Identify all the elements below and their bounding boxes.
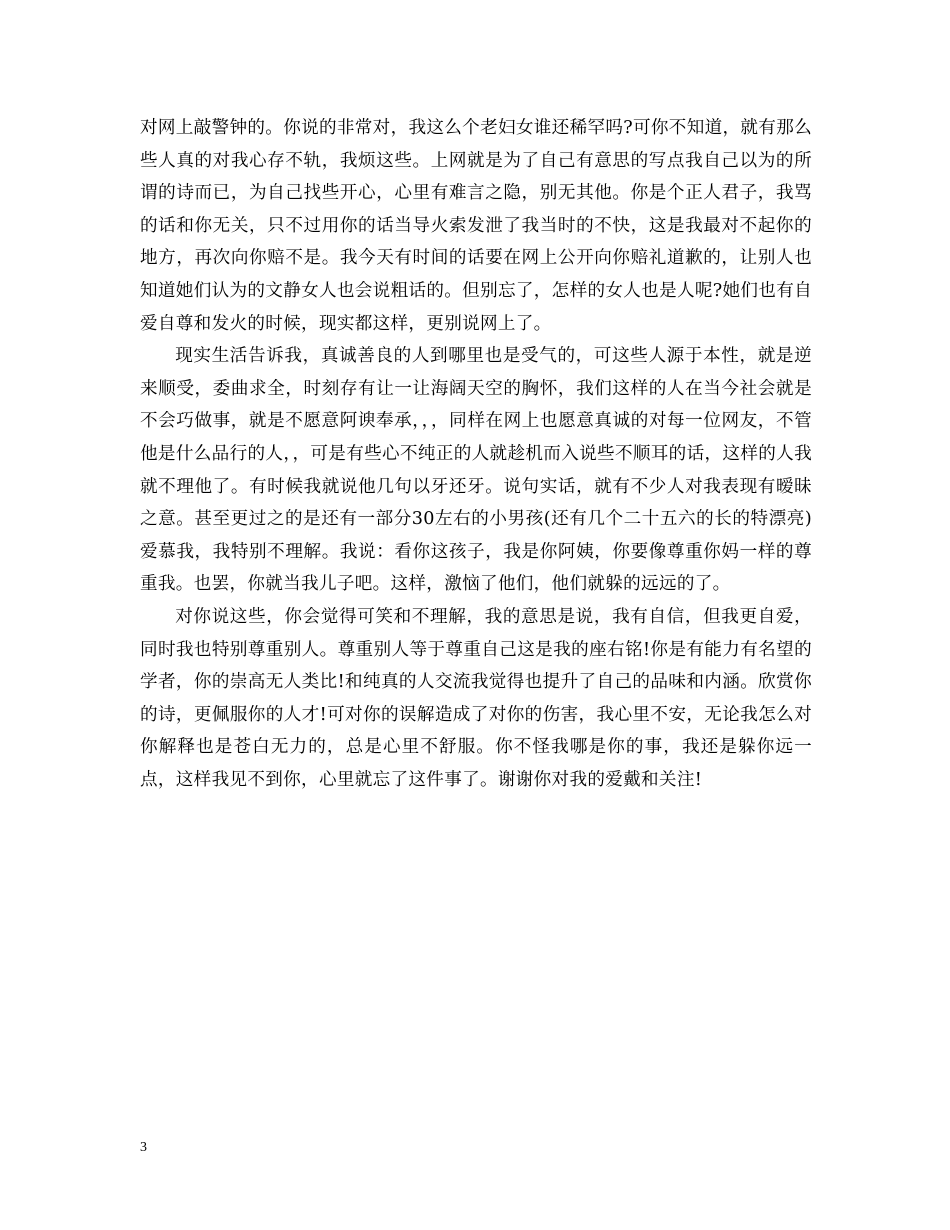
page-number: 3 [140, 1140, 147, 1155]
paragraph-2: 现实生活告诉我，真诚善良的人到哪里也是受气的，可这些人源于本性，就是逆来顺受，委曲求全，时刻存有让一让海阔天空的胸怀，我们这样的人在当今社会就是不会巧做事，就是不愿意阿谀奉承，，，同样在网上也愿意真诚的对每一位网友，不管他是什么品行的人，，可是有些心不纯正的人就趁机而入说些不顺耳的话，这样的人我就不理他了。有时候我就说他几句以牙还牙。说句实话，就有不少人对我表现有暧昧之意。甚至更过之的是还有一部分30左右的小男孩(还有几个二十五六的长的特漂亮)爱慕我，我特别不理解。我说：看你这孩子，我是你阿姨，你要像尊重你妈一样的尊重我。也罢，你就当我儿子吧。这样，激恼了他们，他们就躲的远远的了。 [140, 346, 812, 595]
document-body [140, 112, 812, 796]
paragraph-1: 对网上敲警钟的。你说的非常对，我这么个老妇女谁还稀罕吗?可你不知道，就有那么些人真的对我心存不轨，我烦这些。上网就是为了自己有意思的写点我自己以为的所谓的诗而已，为自己找些开心，心里有难言之隐，别无其他。你是个正人君子，我骂的话和你无关，只不过用你的话当导火索发泄了我当时的不快，这是我最对不起你的地方，再次向你赔不是。我今天有时间的话要在网上公开向你赔礼道歉的，让别人也知道她们认为的文静女人也会说粗话的。但别忘了，怎样的女人也是人呢?她们也有自爱自尊和发火的时候，现实都这样，更别说网上了。 [140, 118, 812, 334]
paragraph-3: 对你说这些，你会觉得可笑和不理解，我的意思是说，我有自信，但我更自爱，同时我也特别尊重别人。尊重别人等于尊重自己这是我的座右铭!你是有能力有名望的学者，你的崇高无人类比!和纯真的人交流我觉得也提升了自己的品味和内涵。欣赏你的诗，更佩服你的人才!可对你的误解造成了对你的伤害，我心里不安，无论我怎么对你解释也是苍白无力的，总是心里不舒服。你不怪我哪是你的事，我还是躲你远一点，这样我见不到你，心里就忘了这件事了。谢谢你对我的爱戴和关注! [140, 606, 812, 790]
